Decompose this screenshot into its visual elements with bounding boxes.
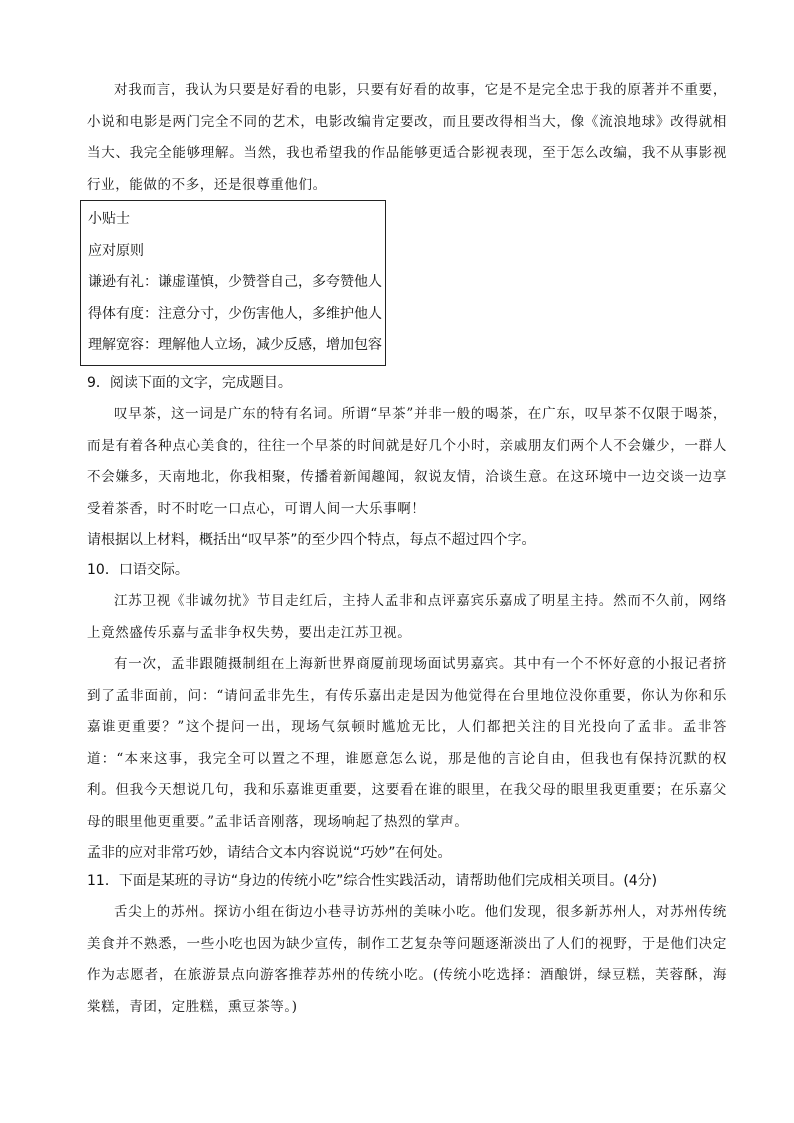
question-11-heading: 11．下面是某班的寻访“身边的传统小吃”综合性实践活动，请帮助他们完成相关项目。(4分) [87, 873, 658, 889]
question-9 [87, 368, 727, 556]
question-9-heading: 9．阅读下面的文字，完成题目。 [87, 375, 292, 391]
question-9-prompt: 请根据以上材料，概括出“叹早茶”的至少四个特点，每点不超过四个字。 [87, 532, 536, 548]
question-10-paragraph-1: 江苏卫视《非诚勿扰》节目走红后，主持人孟非和点评嘉宾乐嘉成了明星主持。然而不久前，网络上竟然盛传乐嘉与孟非争权失势，要出走江苏卫视。 [87, 593, 727, 641]
intro-section [87, 75, 727, 201]
question-10-prompt: 孟非的应对非常巧妙，请结合文本内容说说“巧妙”在何处。 [87, 845, 452, 861]
question-10-paragraph-2: 有一次，孟非跟随摄制组在上海新世界商厦前现场面试男嘉宾。其中有一个不怀好意的小报记者挤到了孟非面前，问：“请问孟非先生，有传乐嘉出走是因为他觉得在台里地位没你重要，你认为你和乐嘉谁更重要？”这个提问一出，现场气氛顿时尴尬无比，人们都把关注的目光投向了孟非。孟非答道：“本来这事，我完全可以置之不理，谁愿意怎么说，那是他的言论自由，但我也有保持沉默的权利。但我今天想说几句，我和乐嘉谁更重要，这要看在谁的眼里，在我父母的眼里我更重要；在乐嘉父母的眼里他更重要。”孟非话音刚落，现场响起了热烈的掌声。 [87, 656, 727, 830]
question-11-passage: 舌尖上的苏州。探访小组在街边小巷寻访苏州的美味小吃。他们发现，很多新苏州人，对苏州传统美食并不熟悉，一些小吃也因为缺少宣传，制作工艺复杂等问题逐渐淡出了人们的视野，于是他们决定作为志愿者，在旅游景点向游客推荐苏州的传统小吃。(传统小吃选择：酒酿饼，绿豆糕，芙蓉酥，海棠糕，青团，定胜糕，熏豆茶等。) [87, 904, 727, 1015]
tips-item: 谦逊有礼：谦虚谨慎，少赞誉自己，多夸赞他人 [88, 274, 382, 290]
tips-item: 得体有度：注意分寸，少伤害他人，多维护他人 [88, 305, 382, 322]
question-10-heading: 10．口语交际。 [87, 562, 189, 578]
intro-paragraph: 对我而言，我认为只要是好看的电影，只要有好看的故事，它是不是完全忠于我的原著并不重要，小说和电影是两门完全不同的艺术，电影改编肯定要改，而且要改得相当大，像《流浪地球》改得就相当大、我完全能够理解。当然，我也希望我的作品能够更适合影视表现，至于怎么改编，我不从事影视行业，能做的不多，还是很尊重他们。 [87, 82, 727, 193]
question-11 [87, 866, 727, 1023]
tips-title: 小贴士 [88, 211, 130, 227]
tips-subtitle: 应对原则 [88, 242, 144, 259]
question-9-passage: 叹早茶，这一词是广东的特有名词。所谓“早茶”并非一般的喝茶，在广东，叹早茶不仅限于喝茶，而是有着各种点心美食的，往往一个早茶的时间就是好几个小时，亲戚朋友们两个人不会嫌少，一群人不会嫌多，天南地北，你我相聚，传播着新闻趣闻，叙说友情，洽谈生意。在这环境中一边交谈一边享受着茶香，时不时吃一口点心，可谓人间一大乐事啊！ [87, 406, 727, 517]
tips-box [80, 200, 386, 366]
tips-item: 理解宽容：理解他人立场，减少反感，增加包容 [88, 337, 382, 353]
question-10 [87, 555, 727, 869]
